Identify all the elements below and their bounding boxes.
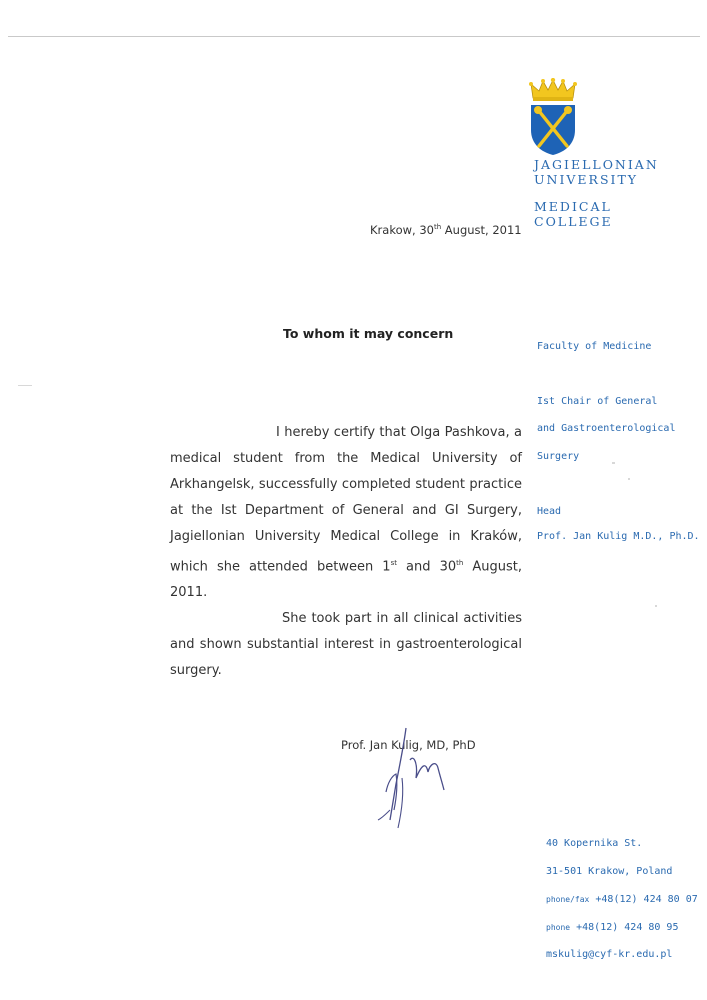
p2-text: She took part in all clinical activities and shown substantial interest in gastroenterological surgery. (170, 611, 522, 679)
head-name: Prof. Jan Kulig M.D., Ph.D. (537, 531, 700, 542)
date-suffix: August, 2011 (441, 223, 522, 237)
scan-speck (612, 462, 615, 464)
phone-fax-line (546, 894, 698, 905)
head-label: Head (537, 506, 562, 517)
phone-number: +48(12) 424 80 95 (576, 922, 679, 933)
phone-fax-label: phone/fax (546, 895, 590, 904)
p1-text-c: August, 2011. (170, 559, 523, 601)
college-name-line1: MEDICAL (534, 199, 612, 214)
chair-line3: Surgery (537, 451, 580, 462)
chair-line2: and Gastroenterological (537, 423, 676, 434)
college-name-line2: COLLEGE (534, 214, 613, 229)
letter-body (170, 420, 522, 684)
scan-speck (628, 478, 630, 480)
address-city: 31-501 Krakow, Poland (546, 866, 673, 877)
body-paragraph-2 (170, 606, 522, 684)
handwritten-signature (366, 724, 476, 834)
phone-label: phone (546, 923, 571, 932)
letter-heading: To whom it may concern (283, 326, 454, 341)
p1-text-a: I hereby certify that Olga Pashkova, a medical student from the Medical University of Arkhangelsk, successfully completed student practice at the Ist Department of General and GI Surgery, Jagiellonian University Medical College in Kraków, which she attended between 1 (170, 425, 522, 575)
p1-text-b: and 30 (396, 559, 457, 575)
university-crest-icon (529, 78, 577, 156)
top-scan-rule (8, 36, 700, 37)
phone-line (546, 922, 678, 933)
university-name-line1: JAGIELLONIAN (534, 157, 659, 172)
scan-speck (655, 605, 657, 607)
address-street: 40 Kopernika St. (546, 838, 643, 849)
date-sup: th (433, 223, 442, 232)
date-prefix: Krakow, 30 (370, 223, 434, 237)
email: mskulig@cyf-kr.edu.pl (546, 949, 673, 960)
p1-sup2: th (456, 559, 464, 567)
chair-line1: Ist Chair of General (537, 396, 658, 407)
p1-sup1: st (390, 559, 397, 567)
university-name (534, 157, 659, 229)
letter-date (370, 223, 522, 237)
phone-fax-number: +48(12) 424 80 07 (595, 894, 698, 905)
university-name-line2: UNIVERSITY (534, 172, 639, 187)
signatory-name: Prof. Jan Kulig, MD, PhD (341, 738, 476, 752)
scan-speck (18, 385, 32, 386)
body-paragraph-1 (170, 420, 522, 606)
faculty-label: Faculty of Medicine (537, 341, 652, 352)
